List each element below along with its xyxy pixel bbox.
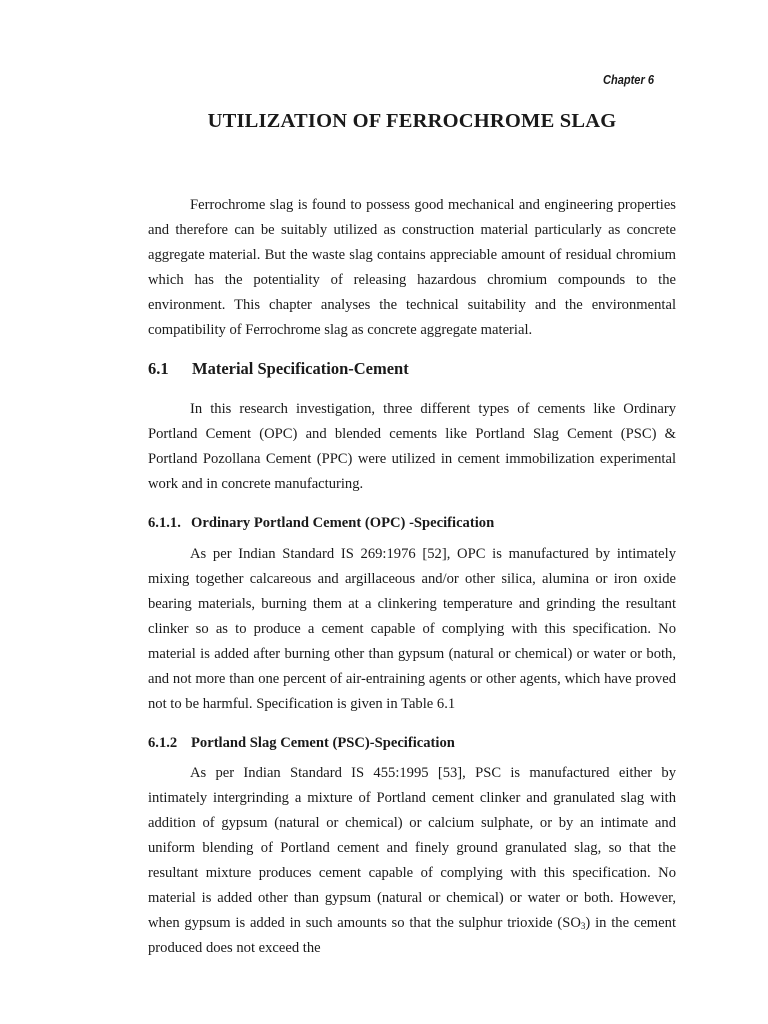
section-6-1-heading (148, 359, 676, 379)
subsection-number: 6.1.2 (148, 735, 178, 751)
page-title: UTILIZATION OF FERROCHROME SLAG (207, 110, 617, 132)
paragraph-text: As per Indian Standard IS 455:1995 [53], PSC is manufactured either by intimately intergrinding a mixture of Portland cement clinker and granulated slag with addition of gypsum (natural or chemical) or calcium sulphate, or by an intimate and uniform blending of Portland cement and finely ground granulated slag, so that the resultant mixture produces cement capable of complying with this specification. No material is added other than gypsum (natural or chemical) or water or both. However, when gypsum is added in such amounts so that the sulphur trioxide (SO (148, 765, 676, 931)
subsection-title: Ordinary Portland Cement (OPC) -Specification (191, 515, 495, 531)
section-number: 6.1 (148, 359, 169, 378)
section-6-1-2-heading (148, 733, 676, 753)
chapter-label: Chapter 6 (603, 72, 654, 87)
section-6-1-paragraph: In this research investigation, three different types of cements like Ordinary Portland Cement (OPC) and blended cements like Portland Slag Cement (PSC) & Portland Pozollana Cement (PPC) were utilized in cement immobilization experimental work and in concrete manufacturing. (148, 401, 676, 492)
section-6-1-2-paragraph (148, 761, 676, 961)
section-6-1-1-heading (148, 513, 676, 533)
subsection-title: Portland Slag Cement (PSC)-Specification (191, 735, 455, 751)
section-title: Material Specification-Cement (192, 359, 409, 378)
section-6-1-1-paragraph: As per Indian Standard IS 269:1976 [52], OPC is manufactured by intimately mixing together calcareous and argillaceous and/or other silica, alumina or iron oxide bearing materials, burning them at a clinkering temperature and grinding the resultant clinker so as to produce a cement capable of complying with this specification. No material is added after burning other than gypsum (natural or chemical) or water or both, and not more than one percent of air-entraining agents or other agents, which have proved not to be harmful. Specification is given in Table 6.1 (148, 546, 676, 712)
intro-paragraph: Ferrochrome slag is found to possess good mechanical and engineering properties and therefore can be suitably utilized as construction material particularly as concrete aggregate material. But the waste slag contains appreciable amount of residual chromium which has the potentiality of releasing hazardous chromium compounds to the environment. This chapter analyses the technical suitability and the environmental compatibility of Ferrochrome slag as concrete aggregate material. (148, 197, 676, 338)
paragraph-text-end: ) in the cement produced does not exceed the (148, 915, 676, 956)
subsection-number: 6.1.1. (148, 515, 181, 531)
subscript-3: 3 (580, 921, 586, 931)
